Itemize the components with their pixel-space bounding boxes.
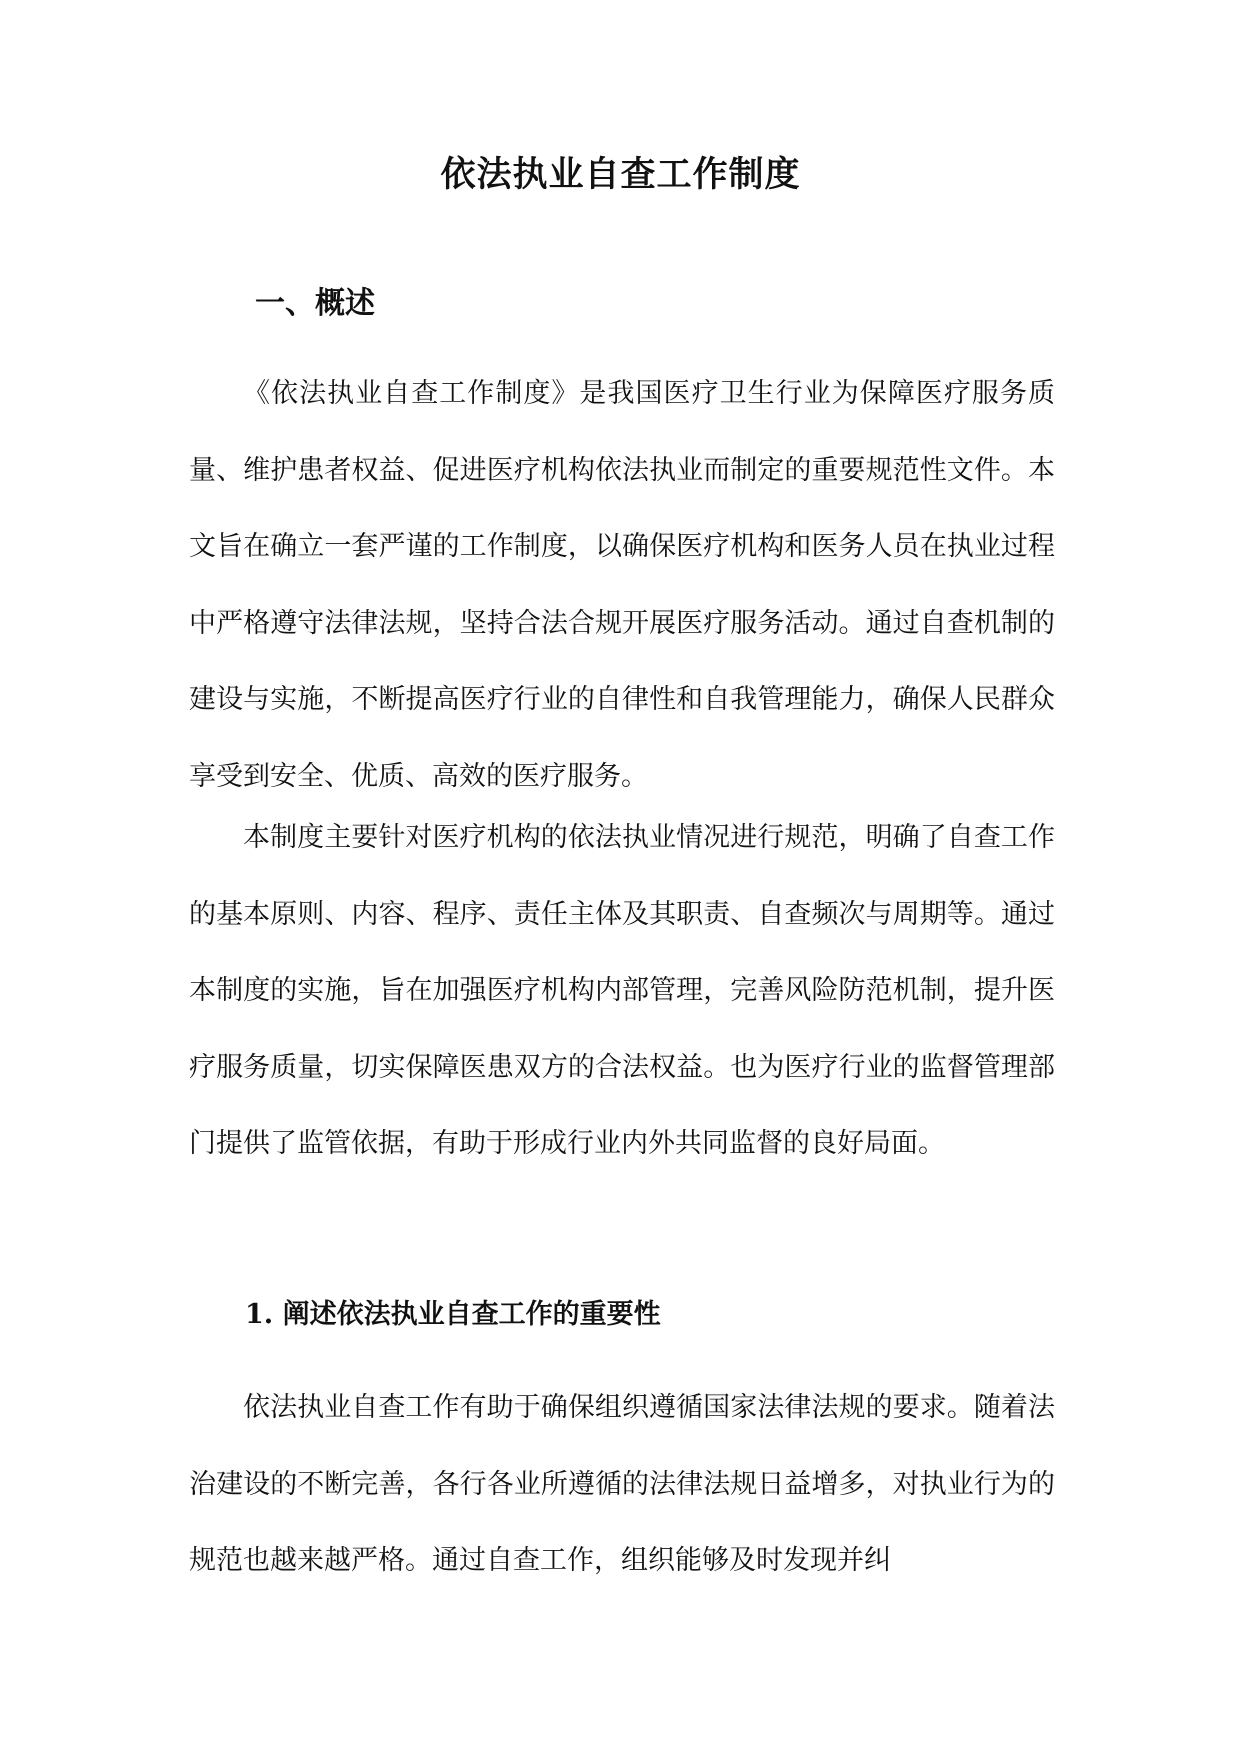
subheading-importance: 1. 阐述依法执业自查工作的重要性 (245, 1299, 661, 1330)
paragraph-importance: 依法执业自查工作有助于确保组织遵循国家法律法规的要求。随着法治建设的不断完善，各行各业所遵循的法律法规日益增多，对执业行为的规范也越来越严格。通过自查工作，组织能够及时发现并纠 (189, 1392, 1055, 1576)
section-heading-overview: 一、概述 (255, 286, 375, 321)
paragraph-intro: 《依法执业自查工作制度》是我国医疗卫生行业为保障医疗服务质量、维护患者权益、促进医疗机构依法执业而制定的重要规范性文件。本文旨在确立一套严谨的工作制度，以确保医疗机构和医务人员在执业过程中严格遵守法律法规，坚持合法合规开展医疗服务活动。通过自查机制的建设与实施，不断提高医疗行业的自律性和自我管理能力，确保人民群众享受到安全、优质、高效的医疗服务。 (189, 378, 1055, 792)
document-title: 依法执业自查工作制度 (440, 154, 801, 195)
paragraph-scope: 本制度主要针对医疗机构的依法执业情况进行规范，明确了自查工作的基本原则、内容、程序、责任主体及其职责、自查频次与周期等。通过本制度的实施，旨在加强医疗机构内部管理，完善风险防范机制，提升医疗服务质量，切实保障医患双方的合法权益。也为医疗行业的监督管理部门提供了监管依据，有助于形成行业内外共同监督的良好局面。 (189, 822, 1055, 1159)
